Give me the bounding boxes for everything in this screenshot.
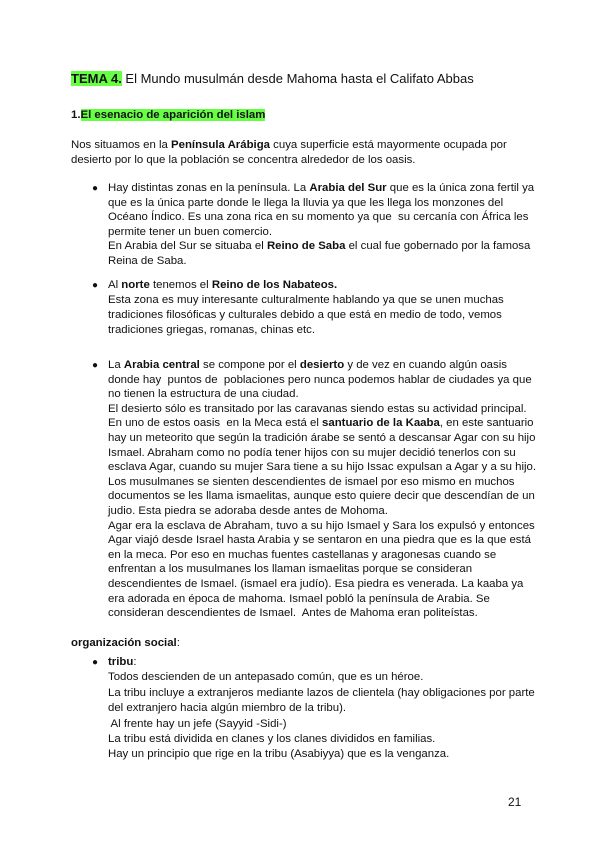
text-run: Hay un principio que rige en la tribu (Asabiyya) que es la venganza. <box>108 748 450 761</box>
text-run: Agar viajó desde Israel hasta Arabia y se sentaron en una piedra que es la que está <box>108 534 531 547</box>
text-run: Todos descienden de un antepasado común, que es un héroe. <box>108 671 424 684</box>
text-line <box>108 431 578 446</box>
section-heading <box>71 108 541 123</box>
bold-text: Reino de los Nabateos. <box>211 279 338 291</box>
text-line <box>108 577 578 592</box>
text-line <box>108 519 578 534</box>
text-run: Océano Índico. Es una zona rica en su momento ya que su cercanía con África les <box>108 211 529 223</box>
text-run: tradiciones filosóficas y culturales debido a que está en medio de todo, vemos <box>108 309 502 321</box>
text-line <box>108 747 578 762</box>
text-line <box>108 592 578 607</box>
text-line <box>108 416 578 431</box>
text-line <box>108 701 578 716</box>
text-line <box>108 606 578 621</box>
text-line <box>108 225 578 240</box>
text-run: Al frente hay un jefe (Sayyid -Sidi-) <box>108 717 287 730</box>
bullet-icon: ● <box>92 183 99 194</box>
text-run: enfrentan a los musulmanes los llaman ismaelitas porque se consideran <box>108 563 473 576</box>
bold-text: Arabia del Sur <box>309 182 387 194</box>
text-line <box>108 670 578 685</box>
text-run: Reina de Saba. <box>108 254 187 267</box>
bold-text: desierto <box>299 359 345 371</box>
intro-paragraph <box>71 138 541 167</box>
bullet-tribu <box>108 655 578 763</box>
text-line <box>108 732 578 747</box>
text-run: hay un meteorito que según la tradición árabe se sentó a descansar Agar con su hijo <box>108 431 536 444</box>
text-run: Los musulmanes se sienten descendientes de ismael por eso mismo en muchos <box>108 475 515 488</box>
text-run: En Arabia del Sur se situaba el <box>108 240 267 252</box>
text-line <box>108 387 578 402</box>
text-run: consideran descendientes de Ismael. Antes de Mahoma eran politeístas. <box>108 607 478 620</box>
bold-text: Reino de Saba <box>266 240 346 252</box>
bold-text: santuario de la Kaaba <box>322 417 440 430</box>
text-run: Hay distintas zonas en la península. La <box>108 182 310 194</box>
text-run: La <box>108 359 124 371</box>
text-line <box>108 308 578 323</box>
text-line <box>108 323 578 338</box>
text-run: Agar era la esclava de Abraham, tuvo a su hijo Ismael y Sara los expulsó y entonces <box>108 519 535 532</box>
text-line <box>108 475 578 490</box>
text-run: se compone por el <box>199 359 300 371</box>
text-run: La tribu está dividida en clanes y los clanes divididos en familias. <box>108 732 436 745</box>
text-line <box>108 548 578 563</box>
bullet-arabia-sur <box>108 181 578 268</box>
text-line <box>108 210 578 225</box>
text-run: desierto por lo que la población se concentra alrededor de los oasis. <box>71 153 416 166</box>
title-label: TEMA 4. <box>71 71 122 86</box>
text-run: permite tener un buen comercio. <box>108 225 272 238</box>
text-line <box>108 717 578 732</box>
bold-text: organización social <box>71 637 177 649</box>
text-run: : <box>176 637 180 649</box>
text-line <box>108 254 578 269</box>
text-run: no tienen la estructura de una ciudad. <box>108 388 299 401</box>
text-line <box>108 655 578 670</box>
text-run: el cual fue gobernado por la famosa <box>345 240 531 252</box>
heading-text: El esenacio de aparición del islam <box>80 109 266 121</box>
text-run: documentos se les llama ismaelitas, aunque esto quiere decir que descendían de un <box>108 490 535 503</box>
text-run: , en este santuario <box>439 417 534 430</box>
bold-text: Arabia central <box>123 359 200 371</box>
text-run: era adorada en época de mahoma. Ismael pobló la península de Arabia. Se <box>108 592 490 605</box>
bold-text: norte <box>121 279 150 291</box>
text-line <box>108 278 578 293</box>
text-line <box>108 196 578 211</box>
text-line <box>71 138 541 153</box>
text-run: Ismael. Abraham como no podía tener hijos con su mujer decidió tenerlos con su <box>108 446 516 459</box>
bullet-icon: ● <box>92 657 99 668</box>
page-title <box>71 71 474 87</box>
text-run: Al <box>108 279 122 291</box>
text-line <box>108 686 578 701</box>
text-run: que es la única parte donde le llega la lluvia ya que les llega los monzones del <box>108 196 504 209</box>
text-run: judio. Esta piedra se adoraba desde antes de Mohoma. <box>108 504 388 517</box>
bullet-icon: ● <box>92 280 99 291</box>
text-line <box>108 402 578 417</box>
text-run: descendientes de Ismael. (ismael era judío). Esa piedra es venerada. La kaaba ya <box>108 577 524 590</box>
text-run: En uno de estos oasis en la Meca está el <box>108 417 323 430</box>
text-line <box>108 504 578 519</box>
bullet-icon: ● <box>92 360 99 371</box>
text-line <box>108 460 578 475</box>
bullet-norte <box>108 278 578 338</box>
text-run: tenemos el <box>149 279 212 291</box>
text-run: del extranjero hacia algún miembro de la tribu). <box>108 702 347 715</box>
text-run: : <box>133 656 137 668</box>
title-text: El Mundo musulmán desde Mahoma hasta el Califato Abbas <box>121 71 474 86</box>
text-line <box>71 153 541 168</box>
text-line <box>108 446 578 461</box>
text-line <box>108 373 578 388</box>
text-run: cuya superficie está mayormente ocupada por <box>270 139 507 151</box>
bold-text: Península Arábiga <box>171 139 270 151</box>
text-run: donde hay puntos de poblaciones pero nunca podemos hablar de ciudades ya que <box>108 373 532 386</box>
text-run: Esta zona es muy interesante culturalmente hablando ya que se unen muchas <box>108 294 504 306</box>
text-line <box>71 636 541 651</box>
text-run: El desierto sólo es transitado por las caravanas siendo estas su actividad principal. <box>108 402 527 415</box>
bold-text: tribu <box>108 656 134 668</box>
text-line <box>108 533 578 548</box>
text-run: y de vez en cuando algún oasis <box>344 359 507 371</box>
text-run: La tribu incluye a extranjeros mediante lazos de clientela (hay obligaciones por parte <box>108 686 535 699</box>
page-number: 21 <box>508 795 522 809</box>
bullet-arabia-central <box>108 358 578 621</box>
text-line <box>108 358 578 373</box>
text-run: que es la única zona fertil ya <box>386 182 535 194</box>
text-run: Nos situamos en la <box>71 139 172 151</box>
text-line <box>108 293 578 308</box>
text-line <box>108 562 578 577</box>
heading-number: 1. <box>71 109 81 121</box>
text-line <box>108 489 578 504</box>
text-line <box>108 239 578 254</box>
text-run: tradiciones griegas, romanas, chinas etc. <box>108 324 316 336</box>
text-run: esclava Agar, cuando su mujer Sara tiene a su hijo Issac expulsan a Agar y a su hijo. <box>108 461 537 474</box>
text-line <box>108 181 578 196</box>
text-run: en la meca. Por eso en muchas fuentes castellanas y aragonesas cuando se <box>108 548 497 561</box>
organizacion-social-heading <box>71 636 541 651</box>
